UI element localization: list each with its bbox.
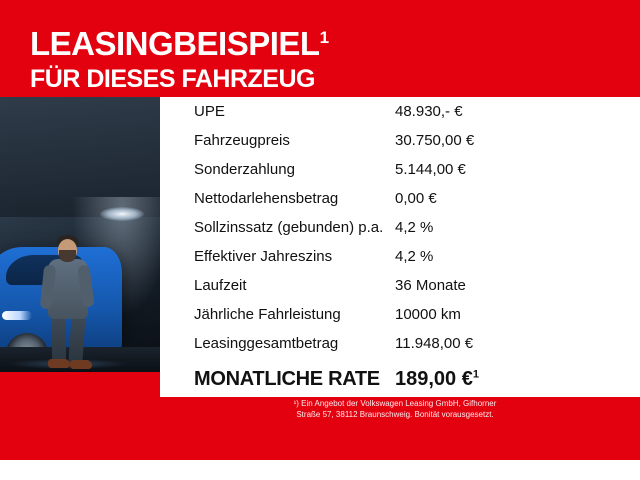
headline-line-2: FÜR DIESES FAHRZEUG	[30, 65, 315, 93]
row-value: 36 Monate	[395, 277, 466, 294]
row-label: Leasinggesamtbetrag	[194, 335, 339, 352]
table-row	[160, 300, 640, 329]
vehicle-photo	[0, 97, 160, 372]
footnote-line-2: Straße 57, 38112 Braunschweig. Bonität vorausgesetzt.	[296, 410, 494, 419]
photo-person-shoe-left	[48, 359, 70, 368]
table-row	[160, 126, 640, 155]
row-label: Laufzeit	[194, 277, 247, 294]
leasing-details-table	[160, 97, 640, 397]
monthly-rate-label: MONATLICHE RATE	[194, 367, 380, 390]
headline-line-1-text: LEASINGBEISPIEL	[30, 25, 320, 62]
photo-car-headlight	[2, 311, 32, 320]
monthly-rate-amount: 189,00 €	[395, 367, 473, 390]
row-label: Sonderzahlung	[194, 161, 295, 178]
table-row	[160, 242, 640, 271]
row-label: Fahrzeugpreis	[194, 132, 290, 149]
table-row	[160, 329, 640, 358]
table-row	[160, 184, 640, 213]
table-row	[160, 213, 640, 242]
photo-person-beard	[59, 250, 76, 262]
row-value: 48.930,- €	[395, 103, 463, 120]
row-label: Effektiver Jahreszins	[194, 248, 333, 265]
monthly-rate-footnote-marker: 1	[472, 367, 479, 380]
headline-footnote-marker: 1	[319, 28, 329, 47]
footnote-line-1: ¹) Ein Angebot der Volkswagen Leasing GmbH, Gifhorner	[293, 399, 497, 408]
row-value: 10000 km	[395, 306, 461, 323]
table-row	[160, 155, 640, 184]
footnote	[160, 398, 630, 420]
row-value: 4,2 %	[395, 248, 434, 265]
row-value: 11.948,00 €	[395, 335, 474, 352]
monthly-rate-value	[395, 368, 479, 391]
row-value: 5.144,00 €	[395, 161, 466, 178]
photo-person-leg-left	[52, 315, 66, 363]
headline	[30, 20, 329, 94]
row-label: UPE	[194, 103, 225, 120]
photo-person-shoe-right	[70, 360, 92, 369]
row-label: Sollzinssatz (gebunden) p.a.	[194, 219, 384, 236]
table-row	[160, 271, 640, 300]
row-label: Jährliche Fahrleistung	[194, 306, 341, 323]
row-value: 4,2 %	[395, 219, 434, 236]
bottom-white-bar	[0, 460, 640, 480]
row-label: Nettodarlehensbetrag	[194, 190, 339, 207]
monthly-rate-row	[160, 360, 640, 398]
row-value: 0,00 €	[395, 190, 437, 207]
photo-ceiling-lamp	[100, 207, 144, 221]
table-row	[160, 97, 640, 126]
row-value: 30.750,00 €	[395, 132, 475, 149]
headline-line-1	[30, 20, 329, 62]
